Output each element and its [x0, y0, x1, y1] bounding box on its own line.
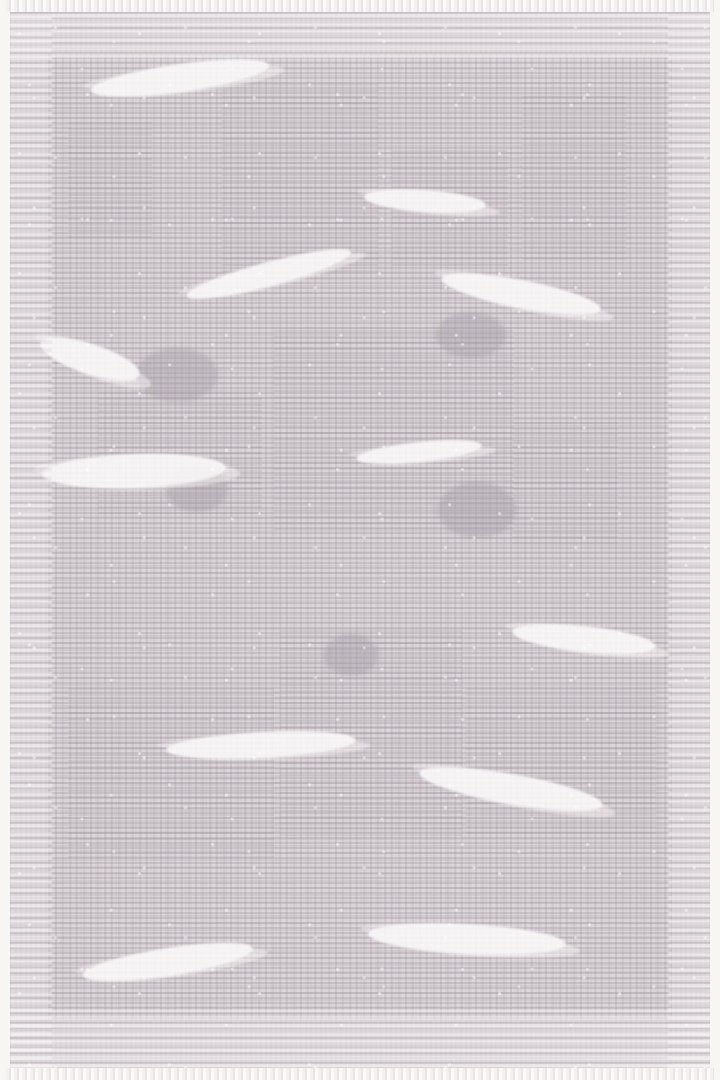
rug [10, 12, 710, 1068]
speckle-texture [10, 12, 710, 1068]
top-fringe [6, 0, 714, 12]
bottom-fringe [6, 1068, 714, 1080]
